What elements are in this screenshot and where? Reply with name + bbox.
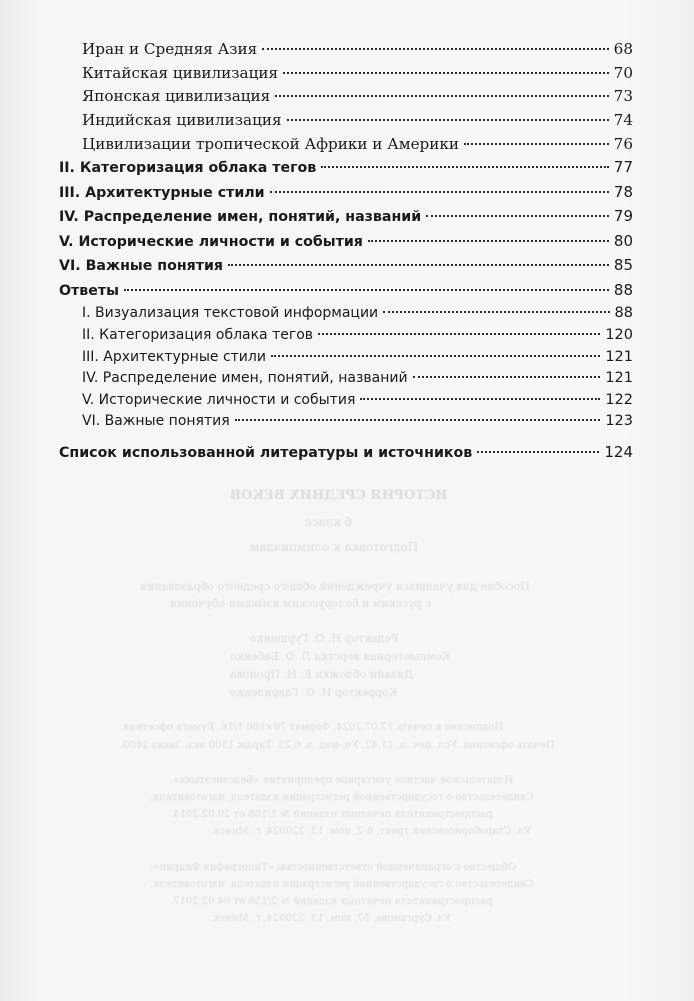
toc-section-page: 88: [613, 280, 633, 299]
show-through-ghost-text: ИСТОРИЯ СРЕДНИХ ВЕКОВ 6 класс Подготовка к олимпиадам Пособие для учащихся учреждений общего среднего образования с русским и белорусским языками обучения Редактор Н. О. Гурщенко Компьютерная верстка Л. О. Бабенко Дизайн обложки Е. Н. Пронова Корректор И. О. Гавриленко Подписано в печать 17.07.2024. Формат 70×100 1/16. Бумага офсетная. Печать офсетная. Усл. печ. л. 11,42. Уч.-изд. л. 6,23. Тираж 1500 экз. Заказ 2400. Издательское частное унитарное предприятие «Белсэнсэтыка». Свидетельство о государственной регистрации издателя, изготовителя, распространителя печатных изданий № 1/108 от 20.02.2014. Ул. Староборисовский тракт, 8-2, пом. 13, 220024, г. Минск. Общество с ограниченной ответственностью «Типография Фидрин». Свидетельство о государственной регистрации издателя, изготовителя, распространителя печатных изданий № 2/150 от 04.02.2017. Ул. Сурганова, 57, пом. 13, 220024, г. Минск.: [120, 488, 555, 924]
toc-item-title: Японская цивилизация: [82, 87, 271, 106]
toc-section[interactable]: [59, 256, 633, 281]
toc-item[interactable]: [59, 64, 633, 88]
dot-leader: [413, 376, 601, 378]
dot-leader: [383, 311, 609, 313]
toc-item-page: 73: [613, 87, 633, 106]
dot-leader: [283, 72, 609, 74]
dot-leader: [262, 48, 608, 50]
toc-answer-item[interactable]: [59, 327, 633, 349]
dot-leader: [270, 191, 609, 193]
toc-section[interactable]: [59, 207, 633, 232]
toc-section[interactable]: [59, 158, 633, 183]
toc-section-page: 78: [613, 182, 633, 201]
toc-item-page: 120: [605, 327, 633, 344]
toc-answer-item[interactable]: [59, 305, 633, 327]
toc-answer-item[interactable]: [59, 370, 633, 392]
toc-item-title: IV. Распределение имен, понятий, названий: [82, 370, 408, 387]
toc-section-page: 80: [613, 231, 633, 250]
toc-section-title: II. Категоризация облака тегов: [59, 160, 317, 177]
toc-item-page: 123: [605, 413, 633, 430]
dot-leader: [368, 240, 609, 242]
toc-section[interactable]: [59, 183, 633, 208]
dot-leader: [275, 95, 608, 97]
toc-item-title: II. Категоризация облака тегов: [82, 327, 314, 344]
toc-item-title: Иран и Средняя Азия: [82, 40, 258, 58]
toc-section-bibliography[interactable]: [59, 443, 633, 468]
toc-item-title: III. Архитектурные стили: [82, 348, 266, 365]
toc-section-page: 85: [613, 256, 633, 275]
toc-item-title: I. Визуализация текстовой информации: [82, 305, 379, 322]
toc-item-page: 121: [605, 370, 633, 387]
toc-item[interactable]: [59, 111, 633, 135]
toc-item-page: 74: [613, 111, 633, 130]
toc-item-page: 88: [614, 305, 633, 322]
toc-item-page: 122: [605, 391, 633, 408]
dot-leader: [321, 166, 609, 168]
toc-item[interactable]: [59, 40, 633, 64]
dot-leader: [124, 289, 609, 291]
dot-leader: [318, 333, 600, 335]
dot-leader: [426, 215, 609, 217]
dot-leader: [235, 419, 601, 421]
toc-section-page: 79: [613, 207, 633, 226]
toc-item-title: Индийская цивилизация: [82, 111, 282, 130]
toc-answer-item[interactable]: [59, 413, 633, 435]
toc-section-page: 124: [604, 443, 633, 461]
dot-leader: [477, 451, 599, 453]
toc-item-title: V. Исторические личности и события: [82, 391, 356, 408]
toc-item-title: Китайская цивилизация: [82, 63, 279, 82]
toc-section-title: VI. Важные понятия: [59, 258, 224, 275]
dot-leader: [287, 119, 609, 121]
toc-section-title: III. Архитектурные стили: [59, 184, 265, 201]
toc-item-page: 76: [613, 134, 633, 153]
dot-leader: [464, 143, 609, 145]
toc-section-title: Ответы: [59, 282, 119, 299]
toc-section-title: IV. Распределение имен, понятий, названий: [59, 209, 422, 226]
toc-answer-item[interactable]: [59, 392, 633, 414]
toc-section-answers[interactable]: [59, 281, 633, 306]
table-of-contents: [59, 40, 633, 468]
dot-leader: [228, 264, 609, 266]
toc-item[interactable]: [59, 135, 633, 159]
toc-answer-item[interactable]: [59, 349, 633, 371]
dot-leader: [271, 355, 600, 357]
toc-section-title: V. Исторические личности и события: [59, 233, 363, 250]
toc-item-page: 68: [613, 40, 633, 58]
toc-section-page: 77: [613, 158, 633, 177]
toc-item-page: 121: [605, 348, 633, 365]
toc-item-title: VI. Важные понятия: [82, 413, 230, 430]
toc-item[interactable]: [59, 87, 633, 111]
toc-section[interactable]: [59, 232, 633, 257]
toc-item-page: 70: [613, 63, 633, 82]
toc-section-title: Список использованной литературы и источников: [59, 445, 473, 461]
toc-item-title: Цивилизации тропической Африки и Америки: [82, 134, 460, 153]
dot-leader: [360, 398, 600, 400]
